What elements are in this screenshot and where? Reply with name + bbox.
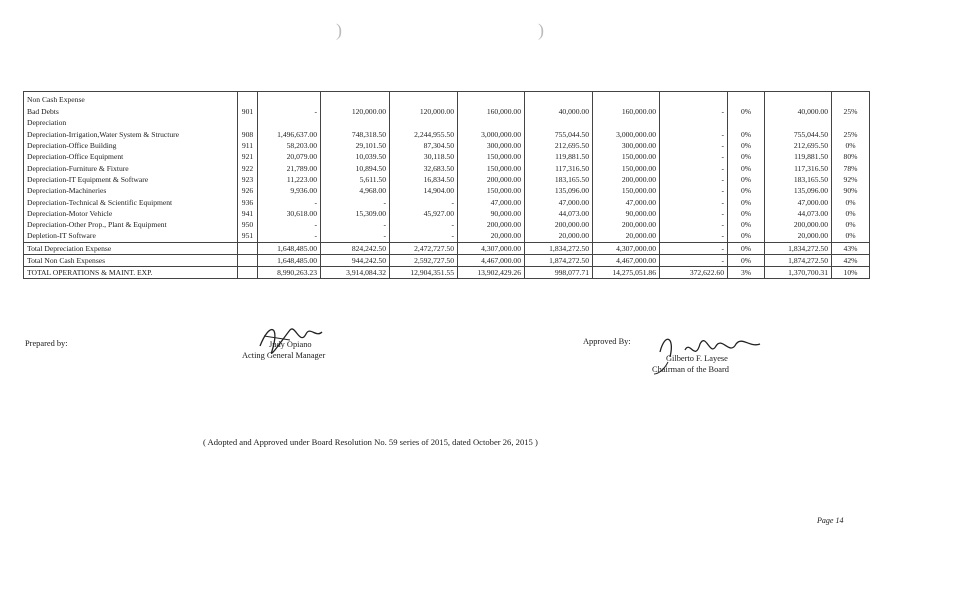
amount-cell: 0% (728, 219, 765, 230)
amount-cell: 4,968.00 (321, 185, 390, 196)
amount-cell: 10,894.50 (321, 162, 390, 173)
amount-cell: 200,000.00 (458, 174, 525, 185)
account-code: 922 (238, 162, 258, 173)
account-code (238, 117, 258, 128)
amount-cell: 3,914,084.32 (321, 267, 390, 279)
row-label: Depreciation-Irrigation,Water System & Structure (24, 129, 238, 140)
amount-cell: 0% (728, 196, 765, 207)
account-code: 950 (238, 219, 258, 230)
amount-cell: 1,648,485.00 (258, 254, 321, 266)
amount-cell: 0% (728, 129, 765, 140)
amount-cell: 119,881.50 (525, 151, 593, 162)
amount-cell: 183,165.50 (525, 174, 593, 185)
account-code: 941 (238, 208, 258, 219)
account-code (238, 242, 258, 254)
amount-cell: 372,622.60 (660, 267, 728, 279)
amount-cell: 0% (832, 208, 870, 219)
amount-cell: 10,039.50 (321, 151, 390, 162)
prepared-name: Judy Opiano (269, 340, 312, 349)
amount-cell: 160,000.00 (458, 106, 525, 117)
amount-cell: 11,223.00 (258, 174, 321, 185)
amount-cell: 944,242.50 (321, 254, 390, 266)
row-label: Total Non Cash Expenses (24, 254, 238, 266)
table-row (24, 242, 870, 254)
account-code: 923 (238, 174, 258, 185)
amount-cell: 150,000.00 (593, 151, 660, 162)
amount-cell: 9,936.00 (258, 185, 321, 196)
amount-cell: 20,079.00 (258, 151, 321, 162)
row-label: Depreciation-Furniture & Fixture (24, 162, 238, 173)
amount-cell: 135,096.00 (525, 185, 593, 196)
amount-cell: - (660, 185, 728, 196)
amount-cell: 47,000.00 (593, 196, 660, 207)
amount-cell: 0% (728, 208, 765, 219)
amount-cell: - (321, 230, 390, 242)
amount-cell: 0% (728, 151, 765, 162)
amount-cell: 16,834.50 (390, 174, 458, 185)
amount-cell: - (660, 208, 728, 219)
amount-cell: 117,316.50 (525, 162, 593, 173)
amount-cell: 135,096.00 (765, 185, 832, 196)
row-label: Depreciation (24, 117, 238, 128)
amount-cell: 3% (728, 267, 765, 279)
row-label: Depreciation-Machineries (24, 185, 238, 196)
row-label: Total Depreciation Expense (24, 242, 238, 254)
amount-cell (458, 92, 525, 107)
account-code: 926 (238, 185, 258, 196)
amount-cell: 200,000.00 (458, 219, 525, 230)
row-label: Depreciation-Other Prop., Plant & Equipment (24, 219, 238, 230)
table-row (24, 196, 870, 207)
amount-cell: 998,077.71 (525, 267, 593, 279)
amount-cell: 1,834,272.50 (525, 242, 593, 254)
account-code: 901 (238, 106, 258, 117)
amount-cell: 2,244,955.50 (390, 129, 458, 140)
amount-cell: 47,000.00 (458, 196, 525, 207)
amount-cell (660, 117, 728, 128)
amount-cell: 4,307,000.00 (458, 242, 525, 254)
table-row (24, 208, 870, 219)
amount-cell: 21,789.00 (258, 162, 321, 173)
amount-cell: 117,316.50 (765, 162, 832, 173)
amount-cell: 150,000.00 (593, 185, 660, 196)
row-label: Depreciation-Office Equipment (24, 151, 238, 162)
amount-cell: 755,044.50 (525, 129, 593, 140)
amount-cell: 42% (832, 254, 870, 266)
table-row (24, 140, 870, 151)
amount-cell: 20,000.00 (765, 230, 832, 242)
amount-cell: 200,000.00 (765, 219, 832, 230)
amount-cell: 43% (832, 242, 870, 254)
table-row (24, 129, 870, 140)
amount-cell: 14,275,051.86 (593, 267, 660, 279)
amount-cell: 1,874,272.50 (765, 254, 832, 266)
amount-cell: 78% (832, 162, 870, 173)
amount-cell: 0% (832, 219, 870, 230)
approved-title: Chairman of the Board (652, 365, 729, 374)
account-code: 908 (238, 129, 258, 140)
amount-cell: 1,834,272.50 (765, 242, 832, 254)
table-row (24, 219, 870, 230)
table-row (24, 162, 870, 173)
amount-cell: 120,000.00 (390, 106, 458, 117)
amount-cell: 5,611.50 (321, 174, 390, 185)
amount-cell: 13,902,429.26 (458, 267, 525, 279)
table-row (24, 267, 870, 279)
amount-cell: 120,000.00 (321, 106, 390, 117)
amount-cell: - (660, 129, 728, 140)
amount-cell: 12,904,351.55 (390, 267, 458, 279)
amount-cell (765, 117, 832, 128)
amount-cell: 200,000.00 (593, 219, 660, 230)
amount-cell: 1,874,272.50 (525, 254, 593, 266)
amount-cell: - (660, 151, 728, 162)
row-label: Depletion-IT Software (24, 230, 238, 242)
table-row (24, 117, 870, 128)
amount-cell: - (660, 140, 728, 151)
amount-cell: 90,000.00 (458, 208, 525, 219)
amount-cell: 20,000.00 (593, 230, 660, 242)
account-code: 936 (238, 196, 258, 207)
amount-cell: 1,370,700.31 (765, 267, 832, 279)
row-label: TOTAL OPERATIONS & MAINT. EXP. (24, 267, 238, 279)
amount-cell: 4,467,000.00 (458, 254, 525, 266)
amount-cell: 58,203.00 (258, 140, 321, 151)
amount-cell (832, 117, 870, 128)
amount-cell: 29,101.50 (321, 140, 390, 151)
amount-cell: 748,318.50 (321, 129, 390, 140)
amount-cell: 300,000.00 (593, 140, 660, 151)
prepared-by-label: Prepared by: (25, 339, 68, 348)
table-row (24, 254, 870, 266)
scan-artifact: ) (538, 20, 544, 40)
amount-cell (321, 117, 390, 128)
amount-cell (728, 117, 765, 128)
row-label: Non Cash Expense (24, 92, 238, 107)
amount-cell: - (390, 230, 458, 242)
amount-cell: - (321, 196, 390, 207)
amount-cell: - (660, 242, 728, 254)
row-label: Depreciation-IT Equipment & Software (24, 174, 238, 185)
row-label: Depreciation-Motor Vehicle (24, 208, 238, 219)
approved-name: Gilberto F. Layese (666, 354, 728, 363)
amount-cell: - (390, 196, 458, 207)
amount-cell: 15,309.00 (321, 208, 390, 219)
amount-cell: - (258, 230, 321, 242)
account-code (238, 254, 258, 266)
amount-cell: 25% (832, 106, 870, 117)
amount-cell: 4,467,000.00 (593, 254, 660, 266)
amount-cell: 90,000.00 (593, 208, 660, 219)
amount-cell: 47,000.00 (525, 196, 593, 207)
amount-cell: 20,000.00 (458, 230, 525, 242)
amount-cell: 150,000.00 (458, 151, 525, 162)
amount-cell: 824,242.50 (321, 242, 390, 254)
table-row (24, 92, 870, 107)
amount-cell (458, 117, 525, 128)
amount-cell (593, 92, 660, 107)
amount-cell (593, 117, 660, 128)
expense-table (23, 91, 870, 279)
amount-cell: - (390, 219, 458, 230)
amount-cell: 0% (728, 106, 765, 117)
amount-cell: 44,073.00 (765, 208, 832, 219)
amount-cell: 1,496,637.00 (258, 129, 321, 140)
amount-cell: 30,618.00 (258, 208, 321, 219)
table-row (24, 185, 870, 196)
amount-cell: 20,000.00 (525, 230, 593, 242)
amount-cell: 0% (832, 230, 870, 242)
amount-cell: 32,683.50 (390, 162, 458, 173)
amount-cell (390, 92, 458, 107)
amount-cell: 14,904.00 (390, 185, 458, 196)
amount-cell: - (660, 219, 728, 230)
account-code (238, 267, 258, 279)
amount-cell: 2,472,727.50 (390, 242, 458, 254)
amount-cell: 119,881.50 (765, 151, 832, 162)
account-code (238, 92, 258, 107)
amount-cell: - (660, 174, 728, 185)
scan-artifact: ) (336, 20, 342, 40)
amount-cell: 45,927.00 (390, 208, 458, 219)
amount-cell (832, 92, 870, 107)
table-row (24, 151, 870, 162)
amount-cell: 0% (728, 185, 765, 196)
amount-cell: 44,073.00 (525, 208, 593, 219)
amount-cell: 0% (728, 230, 765, 242)
prepared-title: Acting General Manager (242, 351, 326, 360)
amount-cell (728, 92, 765, 107)
amount-cell: 160,000.00 (593, 106, 660, 117)
amount-cell: 87,304.50 (390, 140, 458, 151)
amount-cell: - (660, 254, 728, 266)
amount-cell: - (660, 106, 728, 117)
amount-cell: 0% (728, 162, 765, 173)
amount-cell: 0% (728, 140, 765, 151)
amount-cell (321, 92, 390, 107)
amount-cell: 212,695.50 (525, 140, 593, 151)
amount-cell: - (660, 196, 728, 207)
amount-cell: 47,000.00 (765, 196, 832, 207)
amount-cell: 90% (832, 185, 870, 196)
amount-cell: 200,000.00 (593, 174, 660, 185)
amount-cell: 0% (832, 140, 870, 151)
amount-cell: 80% (832, 151, 870, 162)
amount-cell (525, 117, 593, 128)
amount-cell: 300,000.00 (458, 140, 525, 151)
amount-cell (390, 117, 458, 128)
amount-cell: 212,695.50 (765, 140, 832, 151)
amount-cell: - (660, 230, 728, 242)
amount-cell: 40,000.00 (525, 106, 593, 117)
amount-cell: - (258, 106, 321, 117)
amount-cell: 4,307,000.00 (593, 242, 660, 254)
amount-cell: 0% (728, 242, 765, 254)
amount-cell: 25% (832, 129, 870, 140)
approved-by-label: Approved By: (583, 337, 631, 346)
amount-cell: 150,000.00 (458, 162, 525, 173)
amount-cell: 30,118.50 (390, 151, 458, 162)
amount-cell: 755,044.50 (765, 129, 832, 140)
amount-cell (258, 117, 321, 128)
amount-cell: - (258, 196, 321, 207)
amount-cell (525, 92, 593, 107)
amount-cell: 3,000,000.00 (593, 129, 660, 140)
account-code: 911 (238, 140, 258, 151)
amount-cell: - (258, 219, 321, 230)
amount-cell: - (660, 162, 728, 173)
amount-cell: 150,000.00 (593, 162, 660, 173)
account-code: 951 (238, 230, 258, 242)
table-row (24, 230, 870, 242)
amount-cell: 10% (832, 267, 870, 279)
amount-cell: 8,990,263.23 (258, 267, 321, 279)
amount-cell: - (321, 219, 390, 230)
amount-cell (765, 92, 832, 107)
amount-cell (258, 92, 321, 107)
row-label: Bad Debts (24, 106, 238, 117)
amount-cell: 1,648,485.00 (258, 242, 321, 254)
amount-cell: 0% (832, 196, 870, 207)
board-resolution-note: ( Adopted and Approved under Board Resolution No. 59 series of 2015, dated October 26, 2015 ) (203, 437, 538, 447)
amount-cell: 3,000,000.00 (458, 129, 525, 140)
amount-cell: 92% (832, 174, 870, 185)
amount-cell (660, 92, 728, 107)
page-number: Page 14 (817, 516, 844, 525)
row-label: Depreciation-Technical & Scientific Equipment (24, 196, 238, 207)
row-label: Depreciation-Office Building (24, 140, 238, 151)
table-row (24, 174, 870, 185)
amount-cell: 2,592,727.50 (390, 254, 458, 266)
amount-cell: 40,000.00 (765, 106, 832, 117)
amount-cell: 183,165.50 (765, 174, 832, 185)
amount-cell: 0% (728, 174, 765, 185)
table-row (24, 106, 870, 117)
amount-cell: 0% (728, 254, 765, 266)
amount-cell: 200,000.00 (525, 219, 593, 230)
amount-cell: 150,000.00 (458, 185, 525, 196)
account-code: 921 (238, 151, 258, 162)
